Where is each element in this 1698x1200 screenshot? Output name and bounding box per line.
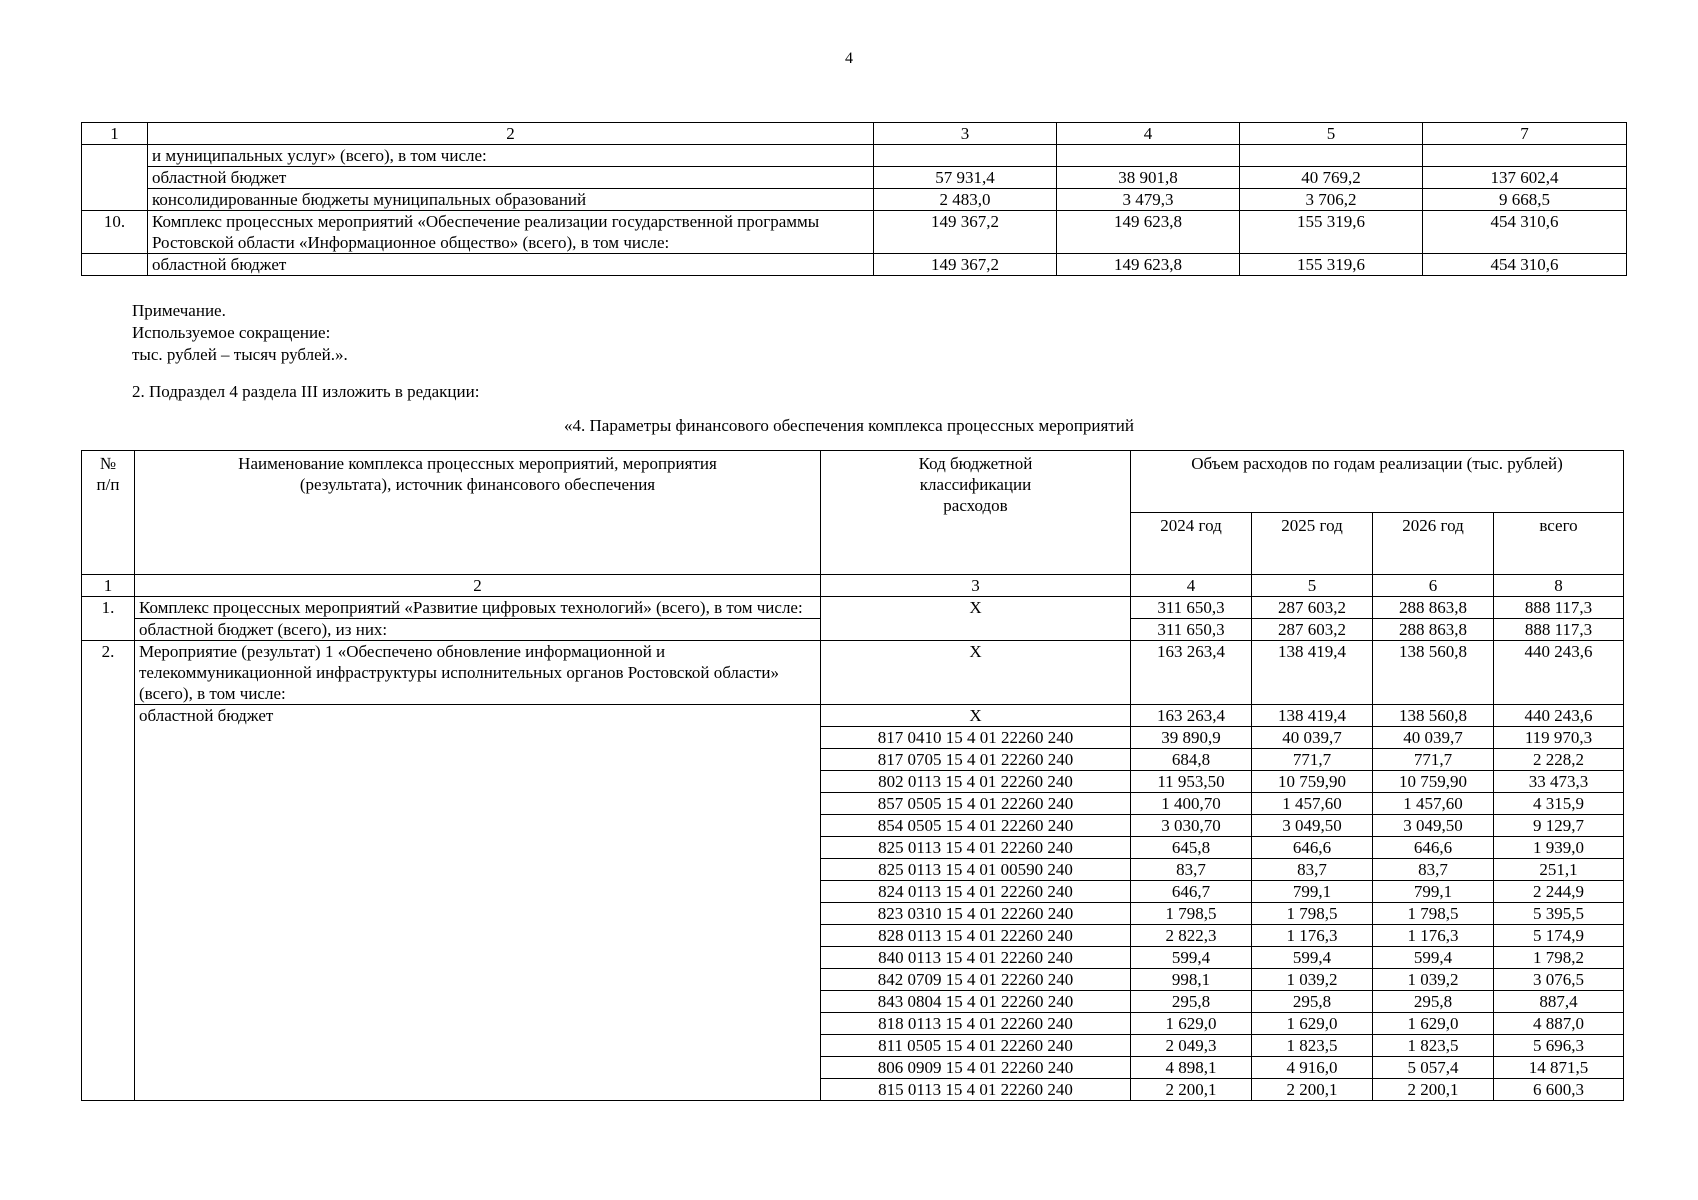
note-abbreviation-label: Используемое сокращение: [132,323,331,342]
value-cell: 888 117,3 [1494,619,1624,641]
value-cell: 998,1 [1131,969,1252,991]
budget-code: 842 0709 15 4 01 22260 240 [821,969,1131,991]
value-cell: 599,4 [1373,947,1494,969]
value-cell: 4 887,0 [1494,1013,1624,1035]
budget-code: 815 0113 15 4 01 22260 240 [821,1079,1131,1101]
budget-code: 811 0505 15 4 01 22260 240 [821,1035,1131,1057]
column-number: 6 [1373,575,1494,597]
row-number [82,254,148,276]
value-cell: 888 117,3 [1494,597,1624,619]
value-cell: 9 668,5 [1423,189,1627,211]
budget-code: 825 0113 15 4 01 00590 240 [821,859,1131,881]
value-cell: 40 039,7 [1373,727,1494,749]
header-total: всего [1494,513,1624,575]
value-cell: 599,4 [1252,947,1373,969]
value-cell [1240,145,1423,167]
table-row [82,641,1624,705]
column-number: 8 [1494,575,1624,597]
value-cell: 440 243,6 [1494,705,1624,727]
budget-code: X [821,641,1131,705]
value-cell: 149 367,2 [874,254,1057,276]
value-cell: 149 623,8 [1057,211,1240,254]
amendment-instruction: 2. Подраздел 4 раздела III изложить в редакции: [132,382,480,401]
value-cell: 83,7 [1131,859,1252,881]
table-row [82,705,1624,727]
table-row [82,145,1627,167]
value-cell: 646,6 [1373,837,1494,859]
financing-table [81,450,1624,1101]
row-name: Комплекс процессных мероприятий «Развитие цифровых технологий» (всего), в том числе: [135,597,821,619]
budget-code: 806 0909 15 4 01 22260 240 [821,1057,1131,1079]
value-cell: 40 769,2 [1240,167,1423,189]
value-cell: 155 319,6 [1240,254,1423,276]
column-number: 4 [1131,575,1252,597]
column-number-row [82,123,1627,145]
value-cell: 138 419,4 [1252,641,1373,705]
row-number: 2. [82,641,135,1101]
value-cell: 3 479,3 [1057,189,1240,211]
column-number: 1 [82,575,135,597]
row-name: областной бюджет (всего), из них: [135,619,821,641]
value-cell: 1 798,5 [1252,903,1373,925]
value-cell: 137 602,4 [1423,167,1627,189]
value-cell: 3 706,2 [1240,189,1423,211]
value-cell: 454 310,6 [1423,254,1627,276]
value-cell: 14 871,5 [1494,1057,1624,1079]
column-number: 2 [135,575,821,597]
value-cell: 599,4 [1131,947,1252,969]
value-cell: 10 759,90 [1373,771,1494,793]
table-row [82,189,1627,211]
value-cell: 684,8 [1131,749,1252,771]
column-number-row [82,575,1624,597]
value-cell: 1 176,3 [1252,925,1373,947]
value-cell: 2 483,0 [874,189,1057,211]
row-name: областной бюджет [148,167,874,189]
value-cell: 251,1 [1494,859,1624,881]
value-cell: 38 901,8 [1057,167,1240,189]
value-cell: 1 176,3 [1373,925,1494,947]
value-cell: 5 395,5 [1494,903,1624,925]
value-cell: 5 057,4 [1373,1057,1494,1079]
header-name: Наименование комплекса процессных мероприятий, мероприятия (результата), источник финансового обеспечения [135,451,821,575]
value-cell: 1 457,60 [1252,793,1373,815]
value-cell: 288 863,8 [1373,597,1494,619]
note-abbreviation: тыс. рублей – тысяч рублей.». [132,345,348,364]
value-cell: 4 916,0 [1252,1057,1373,1079]
budget-code: 825 0113 15 4 01 22260 240 [821,837,1131,859]
value-cell: 3 049,50 [1252,815,1373,837]
value-cell: 288 863,8 [1373,619,1494,641]
budget-code: X [821,597,1131,641]
row-name: Комплекс процессных мероприятий «Обеспечение реализации государственной программы Ростовской области «Информационное общество» (всего), в том числе: [148,211,874,254]
value-cell: 57 931,4 [874,167,1057,189]
value-cell: 83,7 [1252,859,1373,881]
value-cell: 39 890,9 [1131,727,1252,749]
column-number: 3 [874,123,1057,145]
value-cell: 295,8 [1373,991,1494,1013]
budget-code: 828 0113 15 4 01 22260 240 [821,925,1131,947]
value-cell: 771,7 [1373,749,1494,771]
column-number: 5 [1240,123,1423,145]
section-title: «4. Параметры финансового обеспечения комплекса процессных мероприятий [564,416,1134,435]
row-name: и муниципальных услуг» (всего), в том числе: [148,145,874,167]
value-cell [1057,145,1240,167]
value-cell: 149 367,2 [874,211,1057,254]
value-cell [874,145,1057,167]
value-cell [1423,145,1627,167]
budget-code: 840 0113 15 4 01 22260 240 [821,947,1131,969]
value-cell: 1 629,0 [1131,1013,1252,1035]
value-cell: 295,8 [1131,991,1252,1013]
column-number: 2 [148,123,874,145]
value-cell: 155 319,6 [1240,211,1423,254]
value-cell: 10 759,90 [1252,771,1373,793]
value-cell: 2 200,1 [1373,1079,1494,1101]
value-cell: 33 473,3 [1494,771,1624,793]
value-cell: 83,7 [1373,859,1494,881]
value-cell: 1 798,2 [1494,947,1624,969]
value-cell: 138 560,8 [1373,641,1494,705]
value-cell: 163 263,4 [1131,641,1252,705]
value-cell: 440 243,6 [1494,641,1624,705]
value-cell: 1 629,0 [1252,1013,1373,1035]
budget-code: 857 0505 15 4 01 22260 240 [821,793,1131,815]
value-cell: 163 263,4 [1131,705,1252,727]
value-cell: 3 030,70 [1131,815,1252,837]
value-cell: 287 603,2 [1252,619,1373,641]
value-cell: 1 798,5 [1131,903,1252,925]
header-year-2025: 2025 год [1252,513,1373,575]
header-year-2024: 2024 год [1131,513,1252,575]
value-cell: 646,6 [1252,837,1373,859]
value-cell: 1 939,0 [1494,837,1624,859]
value-cell: 1 400,70 [1131,793,1252,815]
value-cell: 887,4 [1494,991,1624,1013]
value-cell: 799,1 [1252,881,1373,903]
value-cell: 149 623,8 [1057,254,1240,276]
value-cell: 2 200,1 [1131,1079,1252,1101]
header-year-2026: 2026 год [1373,513,1494,575]
budget-code: 823 0310 15 4 01 22260 240 [821,903,1131,925]
value-cell: 9 129,7 [1494,815,1624,837]
header-code: Код бюджетной классификации расходов [821,451,1131,575]
value-cell: 6 600,3 [1494,1079,1624,1101]
row-name: областной бюджет [135,705,821,1101]
value-cell: 119 970,3 [1494,727,1624,749]
value-cell: 1 823,5 [1373,1035,1494,1057]
value-cell: 5 696,3 [1494,1035,1624,1057]
value-cell: 40 039,7 [1252,727,1373,749]
value-cell: 138 560,8 [1373,705,1494,727]
row-number: 1. [82,597,135,641]
header-volume: Объем расходов по годам реализации (тыс. рублей) [1131,451,1624,513]
budget-code: 817 0705 15 4 01 22260 240 [821,749,1131,771]
value-cell: 4 898,1 [1131,1057,1252,1079]
continuation-table [81,122,1627,276]
value-cell: 3 076,5 [1494,969,1624,991]
budget-code: 854 0505 15 4 01 22260 240 [821,815,1131,837]
budget-code: 817 0410 15 4 01 22260 240 [821,727,1131,749]
value-cell: 454 310,6 [1423,211,1627,254]
header-num: № п/п [82,451,135,575]
budget-code: X [821,705,1131,727]
budget-code: 824 0113 15 4 01 22260 240 [821,881,1131,903]
table-row [82,597,1624,619]
value-cell: 287 603,2 [1252,597,1373,619]
value-cell: 311 650,3 [1131,619,1252,641]
value-cell: 646,7 [1131,881,1252,903]
value-cell: 1 039,2 [1373,969,1494,991]
budget-code: 802 0113 15 4 01 22260 240 [821,771,1131,793]
value-cell: 1 457,60 [1373,793,1494,815]
column-number: 7 [1423,123,1627,145]
column-number: 5 [1252,575,1373,597]
value-cell: 645,8 [1131,837,1252,859]
value-cell: 5 174,9 [1494,925,1624,947]
value-cell: 295,8 [1252,991,1373,1013]
value-cell: 2 200,1 [1252,1079,1373,1101]
value-cell: 799,1 [1373,881,1494,903]
budget-code: 843 0804 15 4 01 22260 240 [821,991,1131,1013]
value-cell: 1 039,2 [1252,969,1373,991]
note-heading: Примечание. [132,301,226,320]
row-name: Мероприятие (результат) 1 «Обеспечено обновление информационной и телекоммуникационной инфраструктуры исполнительных органов Ростовской области» (всего), в том числе: [135,641,821,705]
row-number: 10. [82,211,148,254]
column-number: 4 [1057,123,1240,145]
value-cell: 3 049,50 [1373,815,1494,837]
value-cell: 11 953,50 [1131,771,1252,793]
page-number: 4 [845,50,853,67]
table-row [82,167,1627,189]
table-row [82,254,1627,276]
column-number: 1 [82,123,148,145]
table-row [82,211,1627,254]
budget-code: 818 0113 15 4 01 22260 240 [821,1013,1131,1035]
value-cell: 1 823,5 [1252,1035,1373,1057]
value-cell: 2 228,2 [1494,749,1624,771]
column-number: 3 [821,575,1131,597]
value-cell: 1 798,5 [1373,903,1494,925]
value-cell: 311 650,3 [1131,597,1252,619]
value-cell: 2 049,3 [1131,1035,1252,1057]
row-number [82,145,148,211]
row-name: областной бюджет [148,254,874,276]
value-cell: 4 315,9 [1494,793,1624,815]
value-cell: 138 419,4 [1252,705,1373,727]
value-cell: 1 629,0 [1373,1013,1494,1035]
value-cell: 771,7 [1252,749,1373,771]
value-cell: 2 244,9 [1494,881,1624,903]
row-name: консолидированные бюджеты муниципальных образований [148,189,874,211]
value-cell: 2 822,3 [1131,925,1252,947]
